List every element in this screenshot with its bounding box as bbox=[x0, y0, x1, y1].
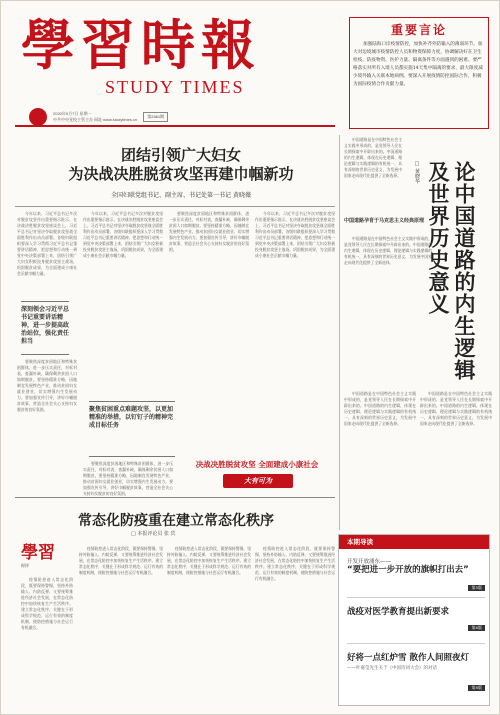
issue-digest bbox=[338, 534, 490, 706]
lead-headline bbox=[41, 146, 321, 199]
masthead-meta-lines bbox=[53, 111, 137, 123]
digest-item[interactable] bbox=[347, 557, 485, 590]
column-divider bbox=[339, 135, 340, 530]
commentary-col-4: 疫情防控进入常态化阶段，既要保持警惕，坚持外防输入、内防反弹，又要统筹推进经济社会发展，在常态化防控中加快恢复生产生活秩序。建立常态化秩序，关键在于形成科学规范、运行有效的制度机制，使防控措施与社会运行有机融合。 bbox=[255, 546, 335, 581]
key-remarks-text: 加强陆海口岸疫情防控，加快补齐外防输入的薄弱环节。加大对边境城市疫情防控人员和物资保障力度，协调解决好在卫生检疫、防疫物资、医护力量、隔离条件等方面遇到的困难。要严格落实对所有入境人员都实施14天集中隔离的要求，最大限度减少境外输入关联本地病例。要深入开展疫情防控国际合作，积极为国际疫情合作贡献力量。 bbox=[353, 42, 483, 87]
lead-article-col-1: 今年以来，习近平总书记多次对脱贫攻坚作出重要指示批示，在决战决胜脱贫攻坚座谈会上，习近平总书记对坚决夺取脱贫攻坚战全面胜利作出动员部署。各级妇联组织要深入学习贯彻习近平总书记重要讲话精神，把思想和行动统一到党中央决策部署上来，团结引领广大妇女积极投身脱贫攻坚主战场，巩固脱贫成果，为全面建成小康社会贡献巾帼力量。 bbox=[17, 211, 77, 276]
pull-quote-2: 聚焦贫困重点难题攻坚，以更加精准的举措，以钉钉子的精神完成目标任务 bbox=[89, 401, 175, 457]
digest-item-kicker: 开发开放浦东—— bbox=[347, 559, 392, 565]
feature-col-2: 中国道路是在中国特色社会主义实践中形成的，是党领导人民在长期探索中开辟出来的。中国道路的内生逻辑，体现在历史逻辑、理论逻辑与实践逻辑的有机统一，具有深刻的世界历史意义，为发展中国家走向现代化提供了全新选择。 bbox=[344, 236, 432, 265]
digest-item[interactable] bbox=[347, 653, 485, 690]
digest-item-title: “要把进一步开放的旗帜打出去” bbox=[347, 565, 469, 575]
feature-col-4: 中国道路是在中国特色社会主义实践中形成的，是党领导人民在长期探索中开辟出来的。中国道路的内生逻辑，体现在历史逻辑、理论逻辑与实践逻辑的有机统一，具有深刻的世界历史意义，为发展中国家走向现代化提供了全新选择。 bbox=[420, 391, 492, 426]
lead-article-col-4: 今年以来，习近平总书记多次对脱贫攻坚作出重要指示批示，在决战决胜脱贫攻坚座谈会上，习近平总书记对坚决夺取脱贫攻坚战全面胜利作出动员部署。各级妇联组织要深入学习贯彻习近平总书记重要讲话精神，把思想和行动统一到党中央决策部署上来，团结引领广大妇女积极投身脱贫攻坚主战场，巩固脱贫成果，为全面建成小康社会贡献巾帼力量。 bbox=[255, 211, 335, 258]
digest-item-title: 好将一点红炉雪 散作人间照夜灯 bbox=[347, 653, 469, 663]
digest-rule bbox=[347, 643, 485, 644]
commentary-byline: □ 本报评论员 张 宾 bbox=[131, 531, 176, 537]
digest-item-page: 第6版 bbox=[468, 625, 485, 631]
commentary-logo bbox=[21, 543, 73, 573]
lead-article-col-5: 要聚焦深度贫困地区和特殊贫困群体，进一步压实责任，对标对表，查漏补缺，确保剩余贫困人口如期脱贫。要坚持精准方略，因地制宜发展特色产业，推动贫困妇女就业创业，切实增强内生发展动力。要加强宣传引导，讲好巾帼脱贫故事，营造全社会关心支持妇女脱贫的良好氛围。 bbox=[83, 461, 173, 496]
masthead-rule bbox=[15, 125, 335, 127]
feature-col-3: 中国道路是在中国特色社会主义实践中形成的，是党领导人民在长期探索中开辟出来的。中国道路的内生逻辑，体现在历史逻辑、理论逻辑与实践逻辑的有机统一，具有深刻的世界历史意义，为发展中国家走向现代化提供了全新选择。 bbox=[344, 391, 416, 426]
headline-line-1[interactable]: 团结引领广大妇女 bbox=[120, 146, 241, 164]
key-remarks-title: 重要言论 bbox=[390, 23, 447, 37]
commentary-col-2: 疫情防控进入常态化阶段，既要保持警惕，坚持外防输入、内防反弹，又要统筹推进经济社会发展，在常态化防控中加快恢复生产生活秩序。建立常态化秩序，关键在于形成科学规范、运行有效的制度机制，使防控措施与社会运行有机融合。 bbox=[79, 546, 163, 575]
digest-header: 本期导读 bbox=[339, 535, 489, 549]
newspaper-logo[interactable]: 學習時報 bbox=[21, 13, 261, 77]
commentary-col-1: 疫情防控进入常态化阶段，既要保持警惕，坚持外防输入、内防反弹，又要统筹推进经济社会发展，在常态化防控中加快恢复生产生活秩序。建立常态化秩序，关键在于形成科学规范、运行有效的制度机制，使防控措施与社会运行有机融合。 bbox=[21, 577, 73, 630]
commentary-logo-main: 學習 bbox=[21, 543, 55, 563]
feature-article-title[interactable]: 论中国道路的内生逻辑及世界历史意义 bbox=[426, 161, 476, 381]
key-remarks-box bbox=[349, 17, 489, 129]
digest-item-title: 战疫对医学教育提出新要求 bbox=[347, 607, 450, 617]
issue-number: 第2461期 bbox=[143, 112, 168, 122]
commentary-logo-sub: 时评 bbox=[21, 563, 29, 568]
publish-date: 2020年9月7日 星期一 bbox=[53, 111, 92, 116]
feature-article-author: □ 黄晓华 bbox=[414, 161, 420, 184]
headline-line-2[interactable]: 为决战决胜脱贫攻坚再建巾帼新功 bbox=[68, 165, 294, 183]
commentary-col-3: 疫情防控进入常态化阶段，既要保持警惕，坚持外防输入、内防反弹，又要统筹推进经济社会发展，在常态化防控中加快恢复生产生活秩序。建立常态化秩序，关键在于形成科学规范、运行有效的制度机制，使防控措施与社会运行有机融合。 bbox=[167, 546, 251, 575]
headline-rule bbox=[15, 206, 335, 207]
commentary-title[interactable]: 常态化防疫重在建立常态化秩序 bbox=[78, 513, 274, 529]
digest-item-sub: ——叶嘉莹先生关于《中国诗词大会》的对话 bbox=[347, 666, 437, 671]
headline-byline: 全国妇联党组书记、副主席、书记处第一书记 黄晓薇 bbox=[111, 192, 251, 199]
masthead bbox=[15, 11, 345, 131]
pull-quote-1: 深刻领会习近平总书记重要讲话精神，进一步提高政治站位，强化责任担当 bbox=[21, 301, 69, 355]
lead-article-col-3: 要聚焦深度贫困地区和特殊贫困群体，进一步压实责任，对标对表，查漏补缺，确保剩余贫困人口如期脱贫。要坚持精准方略，因地制宜发展特色产业，推动贫困妇女就业创业，切实增强内生发展动力。要加强宣传引导，讲好巾帼脱贫故事，营造全社会关心支持妇女脱贫的良好氛围。 bbox=[169, 211, 249, 252]
feature-col-1: 中国道路是在中国特色社会主义实践中形成的，是党领导人民在长期探索中开辟出来的。中国道路的内生逻辑，体现在历史逻辑、理论逻辑与实践逻辑的有机统一，具有深刻的世界历史意义，为发展中国家走向现代化提供了全新选择。 bbox=[344, 137, 402, 178]
lead-article-col-2: 今年以来，习近平总书记多次对脱贫攻坚作出重要指示批示，在决战决胜脱贫攻坚座谈会上，习近平总书记对坚决夺取脱贫攻坚战全面胜利作出动员部署。各级妇联组织要深入学习贯彻习近平总书记重要讲话精神，把思想和行动统一到党中央决策部署上来，团结引领广大妇女积极投身脱贫攻坚主战场，巩固脱贫成果，为全面建成小康社会贡献巾帼力量。 bbox=[83, 211, 163, 258]
emblem-icon bbox=[29, 108, 47, 126]
campaign-slogan: 决战决胜脱贫攻坚 全面建成小康社会 bbox=[195, 460, 319, 469]
digest-item-page: 第5版 bbox=[468, 585, 485, 591]
newspaper-logo-en: STUDY TIMES bbox=[105, 77, 245, 97]
digest-rule bbox=[347, 597, 485, 598]
section-rule bbox=[15, 497, 335, 498]
lead-article-col-1b: 要聚焦深度贫困地区和特殊贫困群体，进一步压实责任，对标对表，查漏补缺，确保剩余贫困人口如期脱贫。要坚持精准方略，因地制宜发展特色产业，推动贫困妇女就业创业，切实增强内生发展动力。要加强宣传引导，讲好巾帼脱贫故事，营造全社会关心支持妇女脱贫的良好氛围。 bbox=[17, 359, 77, 412]
digest-item-page: 第8版 bbox=[468, 685, 485, 691]
feature-article-subhead: 中国道路孕育于马克思主义经典原理 bbox=[344, 218, 425, 224]
slogan-brush-text: 大有可为 bbox=[223, 474, 293, 488]
digest-item[interactable] bbox=[347, 607, 485, 630]
publisher-line: 中共中央党校主管主办 网址:www.studytimes.cn bbox=[53, 117, 138, 122]
